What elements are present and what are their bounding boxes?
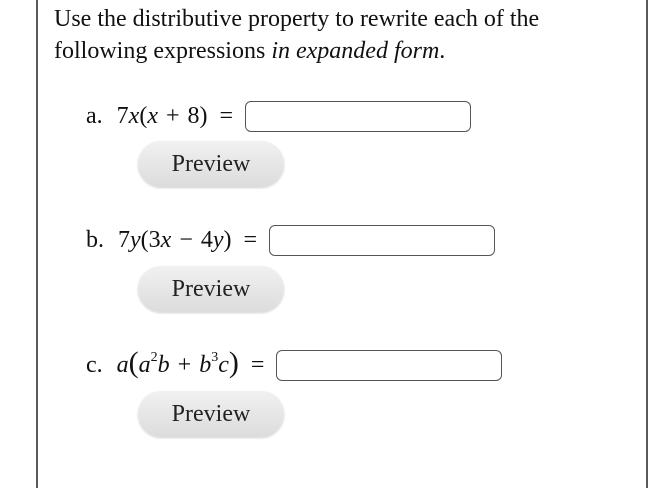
instructions-line-2: following expressions in expanded form. xyxy=(54,38,446,64)
expression: $a(a^2b + b^3c)$ xyxy=(116,345,239,379)
equals-sign: = xyxy=(250,351,265,378)
answer-input[interactable] xyxy=(276,350,502,381)
preview-button[interactable]: Preview xyxy=(138,141,284,187)
problem-c xyxy=(86,346,502,384)
expression: 7y(3x − 4y) xyxy=(118,226,232,253)
problem-a xyxy=(86,97,471,135)
problem-label: c. xyxy=(86,351,103,378)
preview-button[interactable]: Preview xyxy=(138,391,284,437)
answer-input[interactable] xyxy=(269,225,495,256)
expression: 7x(x + 8) xyxy=(116,102,208,129)
answer-input[interactable] xyxy=(245,101,471,132)
equals-sign: = xyxy=(243,226,258,253)
problem-b xyxy=(86,221,495,259)
instructions-line-1: Use the distributive property to rewrite each of the xyxy=(54,6,540,32)
equals-sign: = xyxy=(219,102,234,129)
preview-button[interactable]: Preview xyxy=(138,266,284,312)
problem-label: a. xyxy=(86,102,103,129)
problem-label: b. xyxy=(86,226,104,253)
instructions xyxy=(54,3,634,67)
